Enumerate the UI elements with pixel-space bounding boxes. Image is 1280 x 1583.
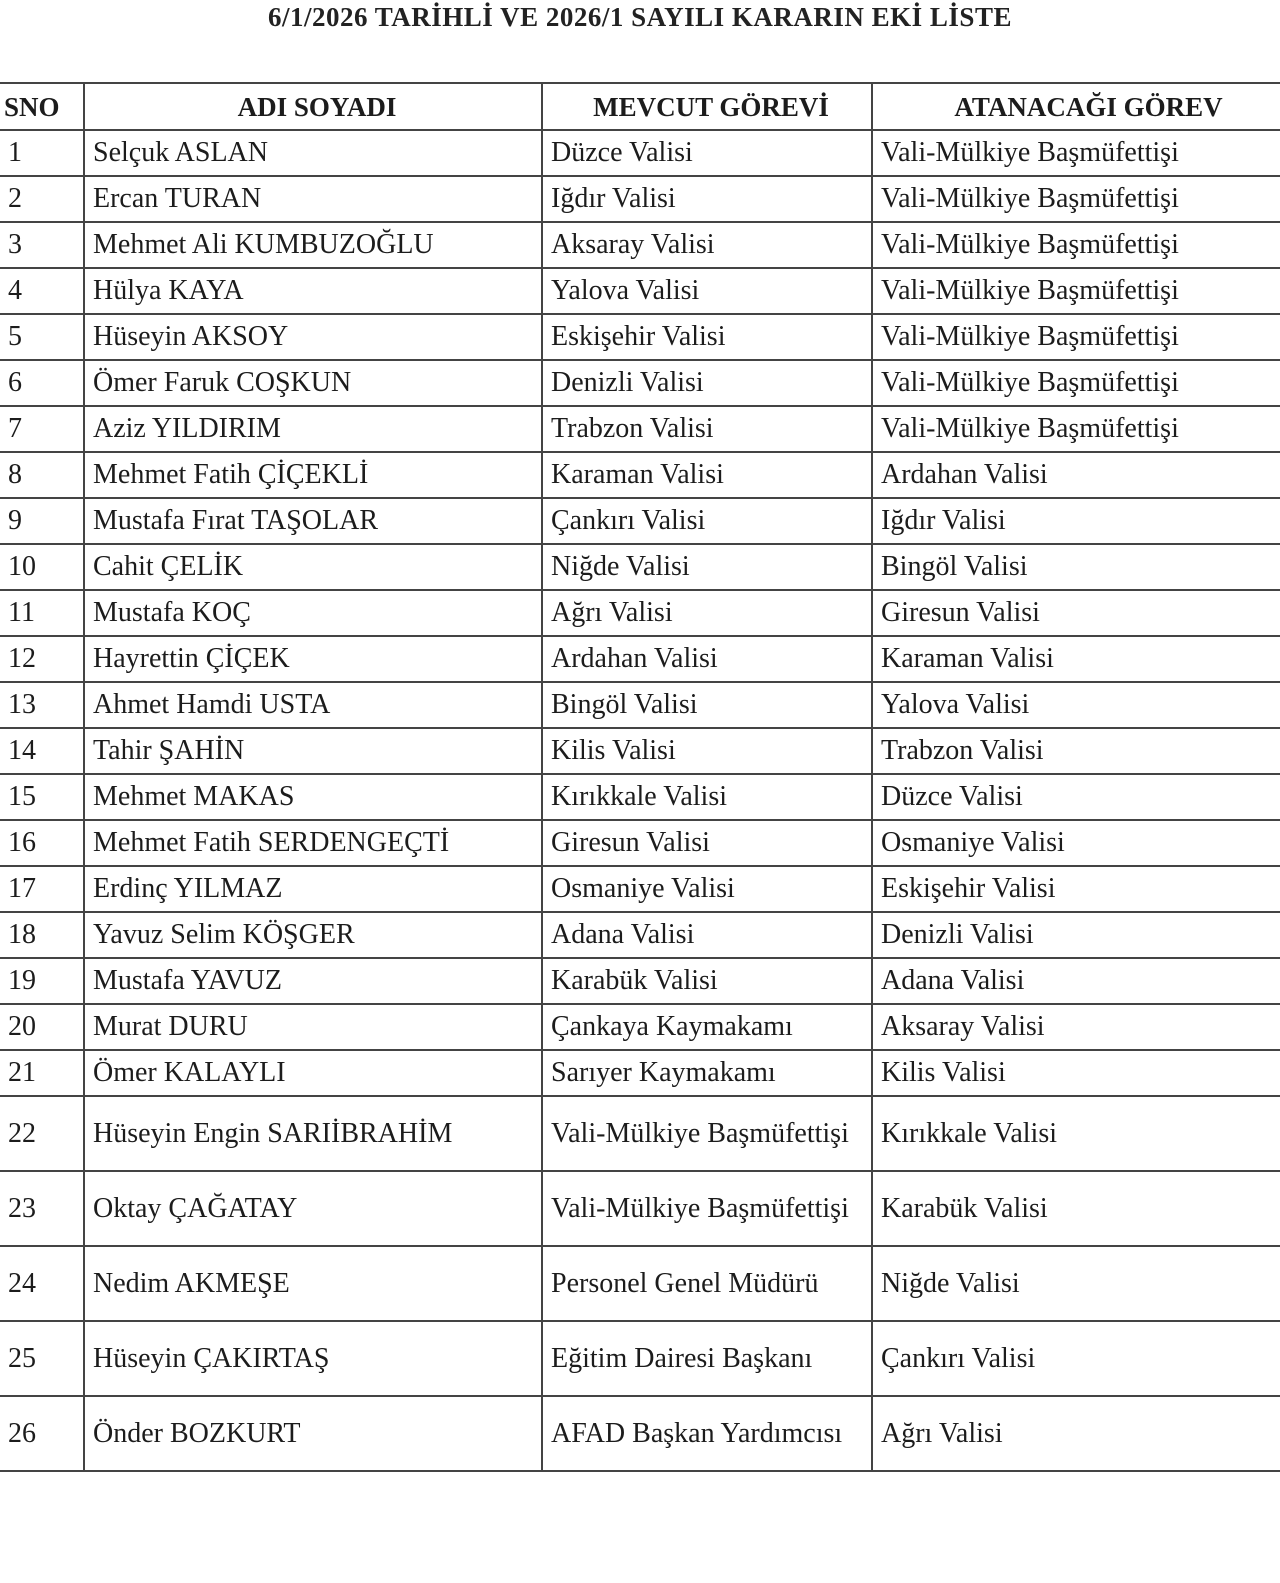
table-row: [0, 912, 1280, 958]
cell-current-position: Ardahan Valisi: [542, 636, 872, 682]
table-row: [0, 544, 1280, 590]
cell-name: Cahit ÇELİK: [84, 544, 542, 590]
cell-name: Mustafa KOÇ: [84, 590, 542, 636]
cell-name: Mehmet Fatih ÇİÇEKLİ: [84, 452, 542, 498]
cell-sno: 1: [0, 130, 84, 176]
cell-new-position: Adana Valisi: [872, 958, 1280, 1004]
table-header-row: [0, 83, 1280, 130]
cell-name: Önder BOZKURT: [84, 1396, 542, 1471]
cell-current-position: Bingöl Valisi: [542, 682, 872, 728]
cell-new-position: Vali-Mülkiye Başmüfettişi: [872, 222, 1280, 268]
cell-new-position: Bingöl Valisi: [872, 544, 1280, 590]
table-row: [0, 268, 1280, 314]
cell-name: Mehmet Fatih SERDENGEÇTİ: [84, 820, 542, 866]
cell-sno: 5: [0, 314, 84, 360]
table-row: [0, 958, 1280, 1004]
header-sno: SNO: [0, 83, 84, 130]
table-row: [0, 682, 1280, 728]
table-row: [0, 1004, 1280, 1050]
cell-sno: 11: [0, 590, 84, 636]
table-row: [0, 176, 1280, 222]
cell-current-position: Ağrı Valisi: [542, 590, 872, 636]
cell-name: Mustafa Fırat TAŞOLAR: [84, 498, 542, 544]
cell-new-position: Vali-Mülkiye Başmüfettişi: [872, 406, 1280, 452]
cell-sno: 6: [0, 360, 84, 406]
header-new-position: ATANACAĞI GÖREV: [872, 83, 1280, 130]
cell-sno: 4: [0, 268, 84, 314]
cell-new-position: Vali-Mülkiye Başmüfettişi: [872, 314, 1280, 360]
cell-sno: 16: [0, 820, 84, 866]
cell-name: Selçuk ASLAN: [84, 130, 542, 176]
cell-sno: 12: [0, 636, 84, 682]
cell-current-position: Vali-Mülkiye Başmüfettişi: [542, 1096, 872, 1171]
document-title: 6/1/2026 TARİHLİ VE 2026/1 SAYILI KARARIN EKİ LİSTE: [268, 2, 1012, 32]
cell-current-position: Personel Genel Müdürü: [542, 1246, 872, 1321]
table-row: [0, 222, 1280, 268]
cell-new-position: Ardahan Valisi: [872, 452, 1280, 498]
table-row: [0, 1171, 1280, 1246]
table-row: [0, 1246, 1280, 1321]
cell-current-position: Niğde Valisi: [542, 544, 872, 590]
table-row: [0, 728, 1280, 774]
cell-new-position: Düzce Valisi: [872, 774, 1280, 820]
cell-sno: 8: [0, 452, 84, 498]
cell-name: Hüseyin ÇAKIRTAŞ: [84, 1321, 542, 1396]
cell-new-position: Aksaray Valisi: [872, 1004, 1280, 1050]
cell-new-position: Iğdır Valisi: [872, 498, 1280, 544]
cell-new-position: Denizli Valisi: [872, 912, 1280, 958]
cell-new-position: Vali-Mülkiye Başmüfettişi: [872, 176, 1280, 222]
cell-current-position: Osmaniye Valisi: [542, 866, 872, 912]
table-row: [0, 590, 1280, 636]
cell-current-position: Karaman Valisi: [542, 452, 872, 498]
table-body: [0, 130, 1280, 1471]
cell-new-position: Ağrı Valisi: [872, 1396, 1280, 1471]
cell-current-position: Denizli Valisi: [542, 360, 872, 406]
cell-sno: 21: [0, 1050, 84, 1096]
cell-sno: 13: [0, 682, 84, 728]
cell-sno: 20: [0, 1004, 84, 1050]
cell-current-position: Trabzon Valisi: [542, 406, 872, 452]
cell-new-position: Osmaniye Valisi: [872, 820, 1280, 866]
cell-name: Ömer Faruk COŞKUN: [84, 360, 542, 406]
appointment-table: [0, 82, 1280, 1472]
cell-sno: 18: [0, 912, 84, 958]
table-row: [0, 866, 1280, 912]
table-row: [0, 130, 1280, 176]
table-row: [0, 636, 1280, 682]
cell-sno: 23: [0, 1171, 84, 1246]
cell-current-position: AFAD Başkan Yardımcısı: [542, 1396, 872, 1471]
cell-sno: 2: [0, 176, 84, 222]
cell-name: Mehmet MAKAS: [84, 774, 542, 820]
cell-current-position: Karabük Valisi: [542, 958, 872, 1004]
cell-new-position: Trabzon Valisi: [872, 728, 1280, 774]
cell-new-position: Vali-Mülkiye Başmüfettişi: [872, 360, 1280, 406]
cell-new-position: Kırıkkale Valisi: [872, 1096, 1280, 1171]
table-row: [0, 406, 1280, 452]
cell-name: Hüseyin AKSOY: [84, 314, 542, 360]
cell-current-position: Yalova Valisi: [542, 268, 872, 314]
cell-current-position: Kilis Valisi: [542, 728, 872, 774]
table-row: [0, 1396, 1280, 1471]
cell-new-position: Eskişehir Valisi: [872, 866, 1280, 912]
cell-new-position: Vali-Mülkiye Başmüfettişi: [872, 268, 1280, 314]
cell-current-position: Kırıkkale Valisi: [542, 774, 872, 820]
cell-name: Aziz YILDIRIM: [84, 406, 542, 452]
cell-sno: 22: [0, 1096, 84, 1171]
table-row: [0, 1096, 1280, 1171]
table-row: [0, 1321, 1280, 1396]
cell-name: Nedim AKMEŞE: [84, 1246, 542, 1321]
cell-current-position: Aksaray Valisi: [542, 222, 872, 268]
cell-new-position: Niğde Valisi: [872, 1246, 1280, 1321]
cell-current-position: Vali-Mülkiye Başmüfettişi: [542, 1171, 872, 1246]
cell-new-position: Yalova Valisi: [872, 682, 1280, 728]
cell-new-position: Kilis Valisi: [872, 1050, 1280, 1096]
table-row: [0, 452, 1280, 498]
header-name: ADI SOYADI: [84, 83, 542, 130]
table-row: [0, 1050, 1280, 1096]
cell-sno: 24: [0, 1246, 84, 1321]
cell-name: Ömer KALAYLI: [84, 1050, 542, 1096]
table-row: [0, 498, 1280, 544]
table-row: [0, 774, 1280, 820]
cell-new-position: Vali-Mülkiye Başmüfettişi: [872, 130, 1280, 176]
cell-name: Erdinç YILMAZ: [84, 866, 542, 912]
cell-new-position: Karabük Valisi: [872, 1171, 1280, 1246]
cell-name: Mustafa YAVUZ: [84, 958, 542, 1004]
cell-sno: 26: [0, 1396, 84, 1471]
cell-sno: 19: [0, 958, 84, 1004]
cell-name: Tahir ŞAHİN: [84, 728, 542, 774]
cell-name: Ercan TURAN: [84, 176, 542, 222]
cell-current-position: Eğitim Dairesi Başkanı: [542, 1321, 872, 1396]
cell-new-position: Giresun Valisi: [872, 590, 1280, 636]
cell-sno: 3: [0, 222, 84, 268]
table-row: [0, 314, 1280, 360]
cell-sno: 25: [0, 1321, 84, 1396]
cell-current-position: Çankaya Kaymakamı: [542, 1004, 872, 1050]
cell-current-position: Düzce Valisi: [542, 130, 872, 176]
cell-name: Ahmet Hamdi USTA: [84, 682, 542, 728]
table-row: [0, 820, 1280, 866]
cell-sno: 9: [0, 498, 84, 544]
cell-name: Yavuz Selim KÖŞGER: [84, 912, 542, 958]
cell-sno: 7: [0, 406, 84, 452]
cell-name: Hayrettin ÇİÇEK: [84, 636, 542, 682]
cell-sno: 17: [0, 866, 84, 912]
cell-current-position: Sarıyer Kaymakamı: [542, 1050, 872, 1096]
header-current-position: MEVCUT GÖREVİ: [542, 83, 872, 130]
cell-sno: 15: [0, 774, 84, 820]
cell-sno: 14: [0, 728, 84, 774]
cell-sno: 10: [0, 544, 84, 590]
cell-current-position: Iğdır Valisi: [542, 176, 872, 222]
cell-name: Mehmet Ali KUMBUZOĞLU: [84, 222, 542, 268]
cell-name: Hüseyin Engin SARIİBRAHİM: [84, 1096, 542, 1171]
cell-current-position: Giresun Valisi: [542, 820, 872, 866]
cell-name: Hülya KAYA: [84, 268, 542, 314]
cell-new-position: Çankırı Valisi: [872, 1321, 1280, 1396]
table-row: [0, 360, 1280, 406]
cell-name: Murat DURU: [84, 1004, 542, 1050]
cell-name: Oktay ÇAĞATAY: [84, 1171, 542, 1246]
cell-current-position: Adana Valisi: [542, 912, 872, 958]
cell-current-position: Çankırı Valisi: [542, 498, 872, 544]
cell-current-position: Eskişehir Valisi: [542, 314, 872, 360]
cell-new-position: Karaman Valisi: [872, 636, 1280, 682]
